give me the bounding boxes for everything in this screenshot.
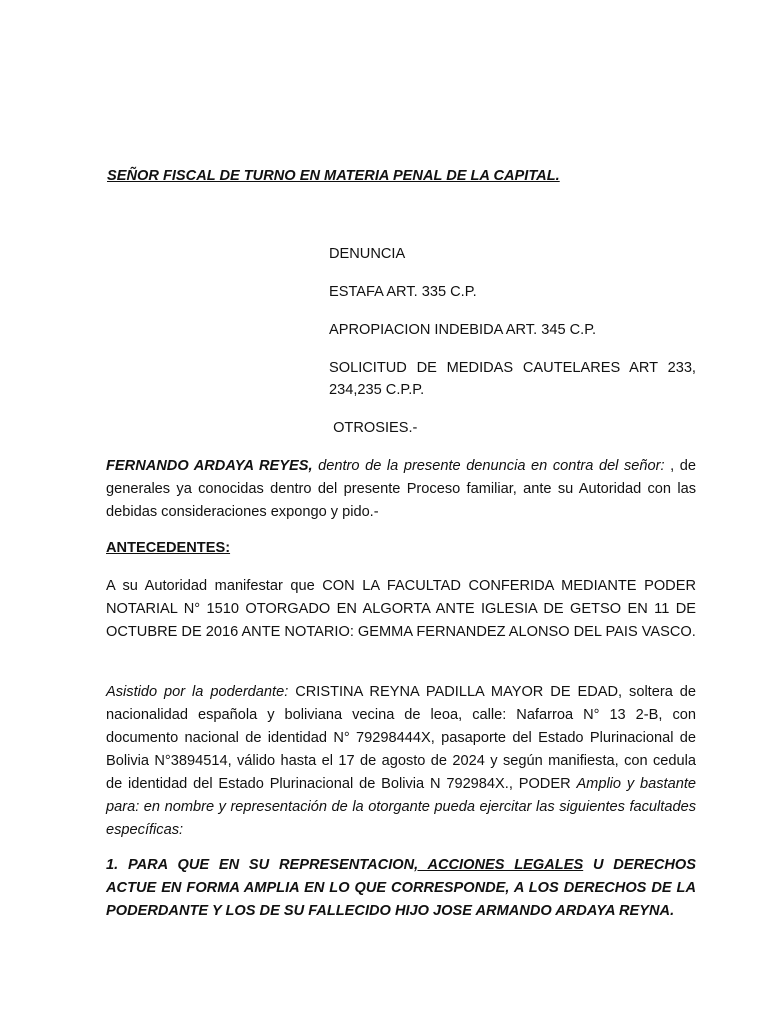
clause-1-part-2: U DERECHOS ACTUE EN FORMA AMPLIA EN LO QUE CORRESPONDE, A LOS DERECHOS DE LA PODERDANTE Y LOS DE SU FALLECIDO HIJO JOSE ARMANDO ARDAYA REYNA. bbox=[106, 857, 697, 919]
summary-estafa: ESTAFA ART. 335 C.P. bbox=[329, 284, 477, 300]
summary-medidas-cautelares: SOLICITUD DE MEDIDAS CAUTELARES ART 233, 234,235 C.P.P. bbox=[329, 360, 696, 398]
paragraph-2-italic-tail: Amplio y bastante para: en nombre y representación de la otorgante pueda ejercitar las siguientes facultades específicas: bbox=[106, 776, 696, 838]
case-summary-block bbox=[329, 243, 696, 455]
antecedentes-paragraph-2 bbox=[106, 681, 696, 842]
antecedentes-paragraph-1 bbox=[106, 575, 696, 644]
clause-1-part-1: 1. PARA QUE EN SU REPRESENTACION bbox=[106, 857, 415, 873]
paragraph-2-italic-lead: Asistido por la poderdante: bbox=[106, 684, 289, 700]
paragraph-1-text: A su Autoridad manifestar que CON LA FACULTAD CONFERIDA MEDIANTE PODER NOTARIAL N° 1510 OTORGADO EN ALGORTA ANTE IGLESIA DE GETSO EN 11 DE OCTUBRE DE 2016 ANTE NOTARIO: GEMMA FERNANDEZ ALONSO DEL PAIS VASCO. bbox=[106, 578, 696, 640]
summary-denuncia: DENUNCIA bbox=[329, 246, 406, 262]
intro-rest-text: , de generales ya conocidas dentro del presente Proceso familiar, ante su Autoridad con las debidas consideraciones expongo y pido.- bbox=[106, 458, 697, 520]
clause-1-underlined: , ACCIONES LEGALES bbox=[414, 857, 584, 873]
complainant-name: FERNANDO ARDAYA REYES, bbox=[106, 458, 313, 474]
antecedentes-heading: ANTECEDENTES: bbox=[106, 540, 231, 556]
summary-apropiacion: APROPIACION INDEBIDA ART. 345 C.P. bbox=[329, 322, 597, 338]
intro-italic-text: dentro de la presente denuncia en contra del señor: bbox=[312, 458, 671, 474]
paragraph-2-body: CRISTINA REYNA PADILLA MAYOR DE EDAD, soltera de nacionalidad española y boliviana vecina de leoa, calle: Nafarroa N° 13 2-B, con documento nacional de identidad N° 79298444X, pasaporte del Estado Plurinacional de Bolivia N°3894514, válido hasta el 17 de agosto de 2024 y según manifiesta, con cedula de identidad del Estado Plurinacional de Bolivia N 792984X., PODER bbox=[106, 684, 696, 792]
document-heading: SEÑOR FISCAL DE TURNO EN MATERIA PENAL DE LA CAPITAL. bbox=[107, 168, 560, 184]
clause-1 bbox=[106, 854, 696, 923]
summary-otrosies bbox=[329, 417, 696, 439]
summary-otrosies-text: OTROSIES.- bbox=[333, 420, 418, 436]
intro-paragraph bbox=[106, 455, 696, 524]
